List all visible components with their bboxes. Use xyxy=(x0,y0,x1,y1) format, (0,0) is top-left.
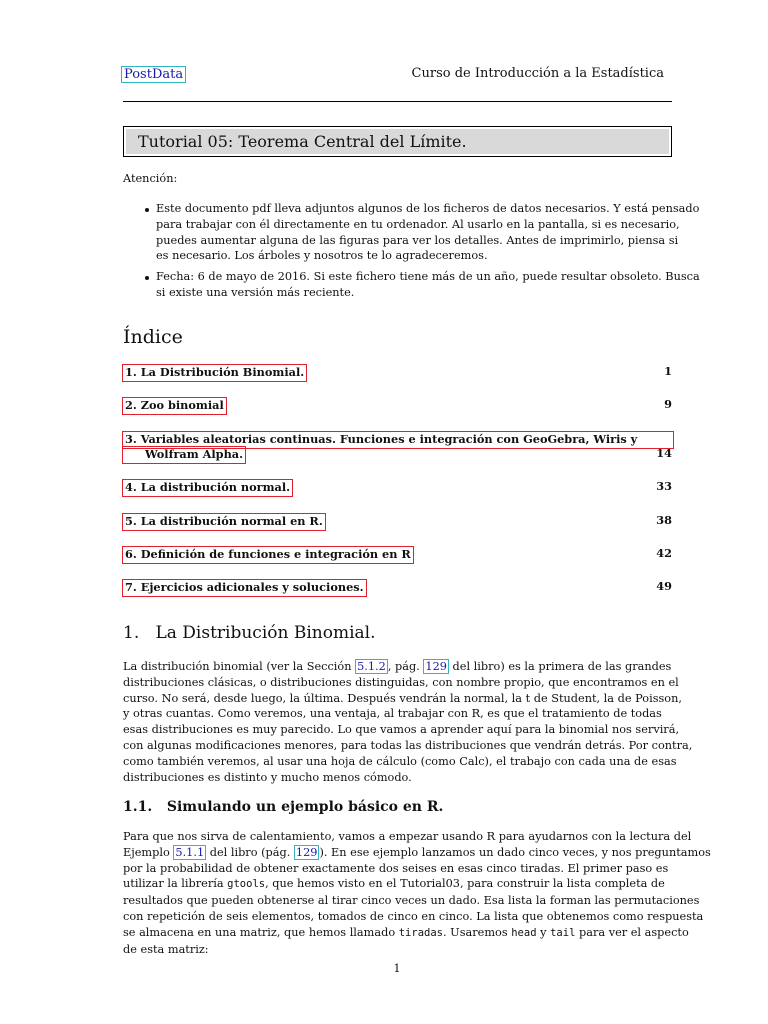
page-number: 1 xyxy=(393,962,401,975)
subsection-title xyxy=(123,798,443,816)
subsection-number: 1.1. xyxy=(123,799,153,815)
postdata-link[interactable]: PostData xyxy=(121,66,186,83)
para-line xyxy=(123,876,671,893)
toc-item-1[interactable]: 1. La Distribución Binomial. xyxy=(122,364,307,382)
para-line: distribuciones es distinto y mucho menos cómodo. xyxy=(123,770,412,784)
bullet-line: Fecha: 6 de mayo de 2016. Si este fichero tiene más de un año, puede resultar obsoleto. Busca xyxy=(156,270,700,283)
text: del libro (pág. xyxy=(206,845,294,859)
toc-page-4: 33 xyxy=(656,479,672,493)
page-ref-link[interactable]: 129 xyxy=(425,660,447,673)
para-line: y otras cuantas. Como veremos, una ventaja, al trabajar con R, es que el tratamiento de todas xyxy=(123,707,662,721)
text: ). En ese ejemplo lanzamos un dado cinco veces, y nos preguntamos xyxy=(319,845,711,859)
bullet-line: Este documento pdf lleva adjuntos algunos de los ficheros de datos necesarios. Y está pensado xyxy=(156,202,700,215)
bullet-line: si existe una versión más reciente. xyxy=(156,285,355,299)
toc-item-4[interactable]: 4. La distribución normal. xyxy=(122,479,293,497)
section-title xyxy=(123,622,376,644)
section-number: 1. xyxy=(123,623,140,643)
para-line: por la probabilidad de obtener exactamente dos seises en esas cinco tiradas. El primer paso es xyxy=(123,861,669,875)
toc-item-5[interactable]: 5. La distribución normal en R. xyxy=(122,513,326,531)
text: y xyxy=(536,925,551,939)
para-line: curso. No será, desde luego, la última. Después vendrán la normal, la t de Student, la de Poisson, xyxy=(123,691,682,705)
para-line: con repetición de seis elementos, tomados de cinco en cinco. La lista que obtenemos como respuesta xyxy=(123,909,704,923)
para-line: como también veremos, al usar una hoja de cálculo (como Calc), el trabajo con cada una de esas xyxy=(123,754,677,768)
text: , pág. xyxy=(387,660,424,673)
toc-item-3[interactable]: 3. Variables aleatorias continuas. Funciones e integración con GeoGebra, Wiris y xyxy=(122,431,674,449)
toc-page-6: 42 xyxy=(656,546,672,560)
header-divider xyxy=(123,101,672,102)
example-ref-link[interactable]: 5.1.1 xyxy=(175,845,205,859)
toc-item-7[interactable]: 7. Ejercicios adicionales y soluciones. xyxy=(122,579,367,597)
tutorial-title-box xyxy=(123,126,672,157)
text: para ver el aspecto xyxy=(575,925,689,939)
section-title-text: La Distribución Binomial. xyxy=(155,623,376,643)
bullet-line: puedes aumentar alguna de las figuras para ver los detalles. Antes de imprimirlo, piensa si xyxy=(156,233,679,247)
text: Ejemplo xyxy=(123,845,174,859)
page-ref-link[interactable]: 129 xyxy=(295,845,318,859)
text: , que hemos visto en el Tutorial03, para construir la lista completa de xyxy=(265,877,665,891)
code-tail: tail xyxy=(550,926,576,939)
toc-item-2[interactable]: 2. Zoo binomial xyxy=(122,397,227,415)
toc-page-7: 49 xyxy=(656,579,672,593)
text: se almacena en una matriz, que hemos llamado xyxy=(123,925,399,939)
section-paragraph xyxy=(123,659,693,785)
bullet-item xyxy=(156,201,700,264)
text: utilizar la librería xyxy=(123,877,228,891)
text: La distribución binomial (ver la Sección xyxy=(123,660,356,673)
para-line: Para que nos sirva de calentamiento, vamos a empezar usando R para ayudarnos con la lectura del xyxy=(123,830,692,843)
para-line: de esta matriz: xyxy=(123,942,209,956)
section-ref-link[interactable]: 5.1.2 xyxy=(357,660,386,673)
tutorial-title: Tutorial 05: Teorema Central del Límite. xyxy=(138,132,467,151)
bullet-dot xyxy=(145,208,149,212)
toc-page-5: 38 xyxy=(656,513,672,527)
toc-item-6[interactable]: 6. Definición de funciones e integración en R xyxy=(122,546,414,564)
subsection-title-text: Simulando un ejemplo básico en R. xyxy=(166,799,444,815)
para-line xyxy=(123,925,689,942)
attention-label: Atención: xyxy=(123,172,178,185)
para-line: resultados que pueden obtenerse al tirar cinco veces un dado. Esa lista la forman las permutaciones xyxy=(123,894,700,908)
toc-page-2: 9 xyxy=(664,397,672,411)
code-head: head xyxy=(511,926,537,939)
bullet-dot xyxy=(145,276,149,280)
para-line xyxy=(123,659,671,675)
code-tiradas: tiradas xyxy=(398,926,443,939)
subsection-paragraph xyxy=(123,829,711,957)
bullet-item xyxy=(156,269,700,301)
para-line xyxy=(123,845,711,861)
toc-page-1: 1 xyxy=(664,364,672,378)
course-title: Curso de Introducción a la Estadística xyxy=(411,66,664,81)
toc-item-3-continued[interactable]: Wolfram Alpha. xyxy=(122,446,246,464)
code-gtools: gtools xyxy=(227,878,266,891)
bullet-line: es necesario. Los árboles y nosotros te lo agradeceremos. xyxy=(156,249,488,263)
para-line: distribuciones clásicas, o distribuciones distinguidas, con nombre propio, que encontramos en el xyxy=(123,675,679,689)
bullet-line: para trabajar con él directamente en tu ordenador. Al usarlo en la pantalla, si es necesario, xyxy=(156,217,680,231)
tutorial-title-background xyxy=(126,129,669,154)
para-line: con algunas modificaciones menores, para todas las distribuciones que vendrán detrás. Por contra, xyxy=(123,738,693,752)
toc-page-3: 14 xyxy=(656,446,672,460)
text: del libro) es la primera de las grandes xyxy=(448,660,672,673)
para-line: esas distribuciones es muy parecido. Lo que vamos a aprender aquí para la binomial nos servirá, xyxy=(123,723,680,737)
text: . Usaremos xyxy=(443,925,512,939)
index-title: Índice xyxy=(123,326,183,348)
